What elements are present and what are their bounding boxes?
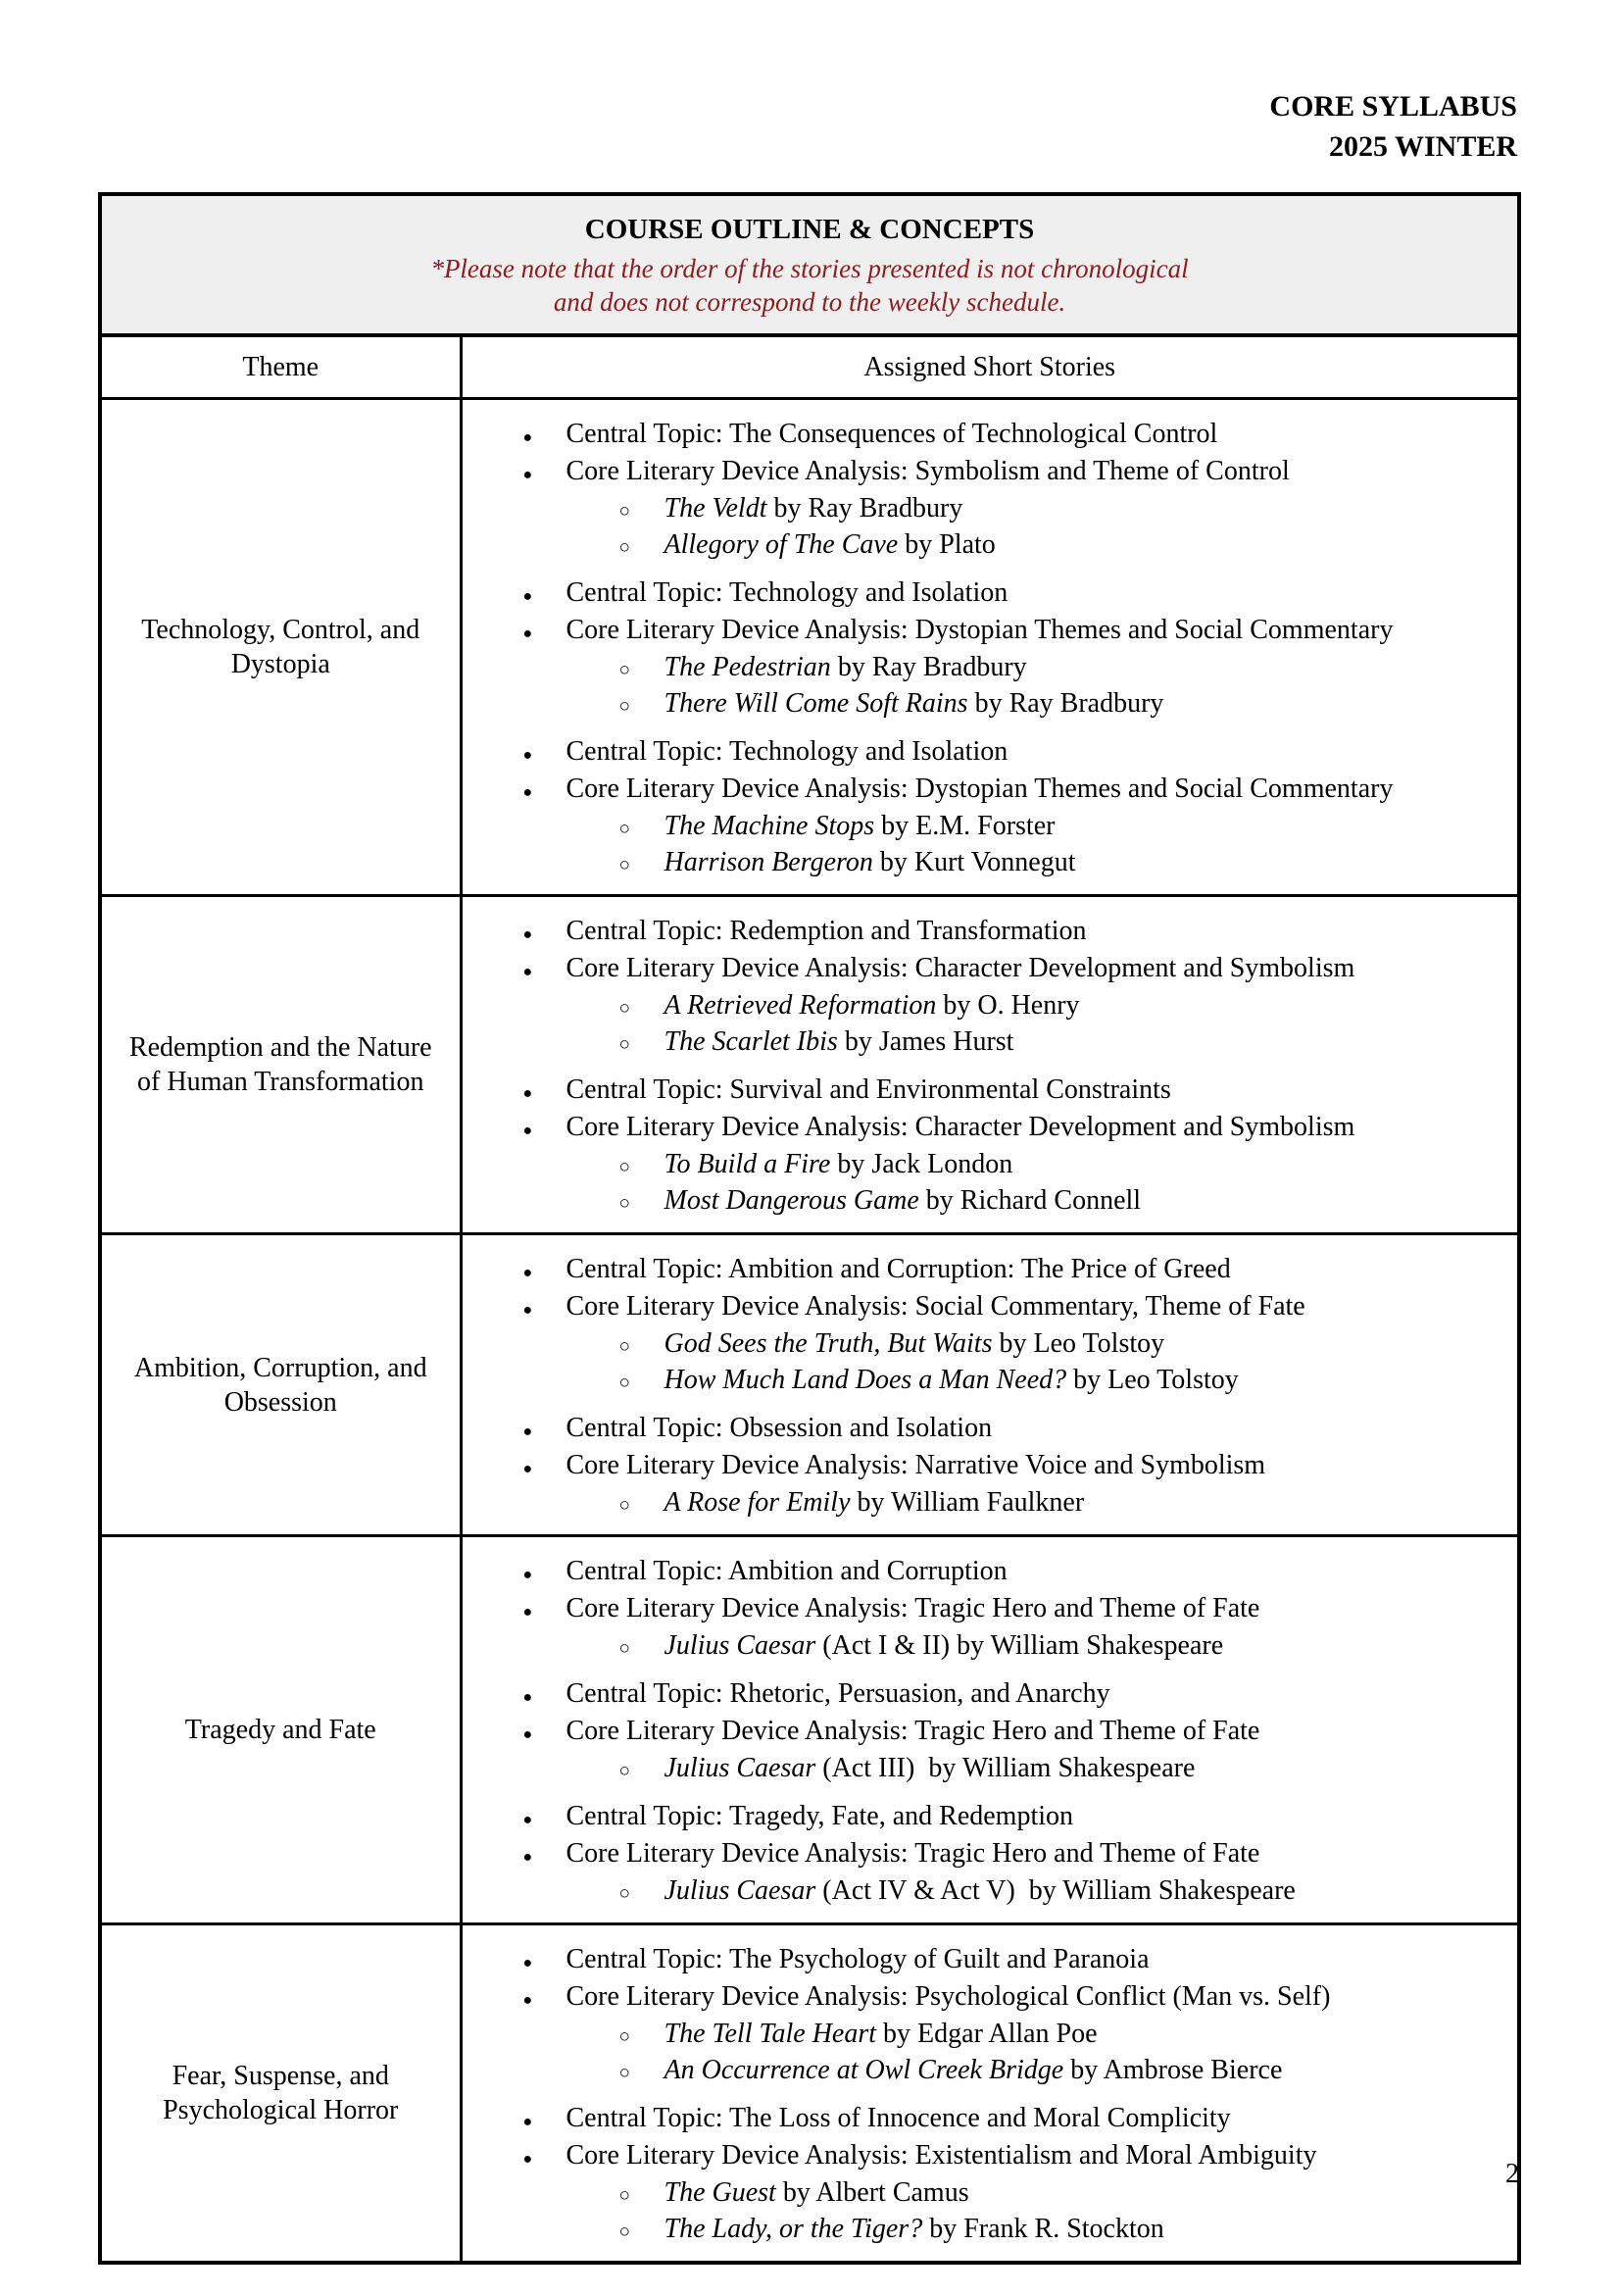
story-line	[463, 1184, 1502, 1221]
device-analysis-text: Core Literary Device Analysis: Dystopian Themes and Social Commentary	[566, 774, 1394, 804]
central-topic-text: Central Topic: Redemption and Transformation	[566, 916, 1087, 946]
device-analysis-text: Core Literary Device Analysis: Tragic Hero and Theme of Fate	[566, 1838, 1260, 1869]
story-text: The Tell Tale Heart by Edgar Allan Poe	[664, 2019, 1098, 2049]
bullet-icon: ●	[522, 467, 533, 483]
bullet-icon: ●	[522, 1955, 533, 1972]
central-topic-text: Central Topic: The Loss of Innocence and Moral Complicity	[566, 2103, 1231, 2133]
central-topic-line	[463, 735, 1502, 773]
bullet-icon: ●	[522, 1567, 533, 1583]
theme-label: Technology, Control, and Dystopia	[141, 615, 420, 679]
story-text: The Machine Stops by E.M. Forster	[664, 811, 1056, 841]
circle-bullet-icon: ○	[618, 1761, 630, 1781]
device-analysis-text: Core Literary Device Analysis: Tragic Hero and Theme of Fate	[566, 1716, 1260, 1746]
circle-bullet-icon: ○	[618, 501, 630, 522]
central-topic-text: Central Topic: Technology and Isolation	[566, 577, 1008, 608]
story-text: Julius Caesar (Act I & II) by William Shakespeare	[664, 1630, 1224, 1661]
circle-bullet-icon: ○	[618, 1336, 630, 1357]
device-analysis-text: Core Literary Device Analysis: Existentialism and Moral Ambiguity	[566, 2140, 1317, 2171]
bullet-icon: ●	[522, 1992, 533, 2009]
story-text: An Occurrence at Owl Creek Bridge by Ambrose Bierce	[664, 2055, 1283, 2085]
device-analysis-line	[463, 1111, 1502, 1148]
bullet-icon: ●	[522, 1604, 533, 1621]
bullet-icon: ●	[522, 1423, 533, 1440]
story-text: The Pedestrian by Ray Bradbury	[664, 652, 1027, 682]
bullet-icon: ●	[522, 784, 533, 801]
device-analysis-line	[463, 455, 1502, 492]
device-analysis-line	[463, 1715, 1502, 1752]
central-topic-line	[463, 576, 1502, 614]
table-row	[100, 896, 1519, 1234]
central-topic-text: Central Topic: Survival and Environmental Constraints	[566, 1074, 1171, 1105]
story-group	[463, 1253, 1502, 1400]
story-group	[463, 915, 1502, 1062]
circle-bullet-icon: ○	[618, 2221, 630, 2242]
device-analysis-text: Core Literary Device Analysis: Character Development and Symbolism	[566, 1112, 1355, 1142]
story-line	[463, 1327, 1502, 1364]
circle-bullet-icon: ○	[618, 1495, 630, 1516]
central-topic-text: Central Topic: Tragedy, Fate, and Redemption	[566, 1801, 1074, 1831]
course-table-body	[100, 399, 1519, 2264]
story-group	[463, 1555, 1502, 1666]
course-outline-table	[98, 192, 1521, 2265]
stories-cell	[461, 896, 1519, 1234]
header-term: 2025 WINTER	[1329, 130, 1517, 163]
story-line	[463, 989, 1502, 1025]
bullet-icon: ●	[522, 926, 533, 943]
theme-cell	[100, 1536, 461, 1924]
device-analysis-line	[463, 1290, 1502, 1327]
theme-label: Fear, Suspense, and Psychological Horror	[163, 2061, 399, 2125]
circle-bullet-icon: ○	[618, 1883, 630, 1904]
circle-bullet-icon: ○	[618, 660, 630, 680]
bullet-icon: ●	[522, 429, 533, 446]
story-line	[463, 687, 1502, 724]
table-row	[100, 399, 1519, 896]
story-text: The Scarlet Ibis by James Hurst	[664, 1026, 1014, 1057]
circle-bullet-icon: ○	[618, 2185, 630, 2206]
column-header-row	[100, 335, 1519, 399]
circle-bullet-icon: ○	[618, 696, 630, 717]
central-topic-line	[463, 1943, 1502, 1980]
device-analysis-line	[463, 952, 1502, 989]
table-title: COURSE OUTLINE & CONCEPTS	[584, 213, 1035, 245]
story-text: God Sees the Truth, But Waits by Leo Tolstoy	[664, 1328, 1165, 1359]
bullet-icon: ●	[522, 1812, 533, 1828]
central-topic-line	[463, 1412, 1502, 1449]
story-line	[463, 1486, 1502, 1522]
story-text: Julius Caesar (Act IV & Act V) by William Shakespeare	[664, 1875, 1296, 1906]
story-line	[463, 2018, 1502, 2054]
circle-bullet-icon: ○	[618, 1034, 630, 1055]
story-group	[463, 576, 1502, 724]
circle-bullet-icon: ○	[618, 998, 630, 1019]
bullet-icon: ●	[522, 1461, 533, 1477]
theme-cell	[100, 399, 461, 896]
bullet-icon: ●	[522, 1085, 533, 1102]
document-header	[1269, 86, 1517, 167]
device-analysis-line	[463, 2139, 1502, 2176]
story-group	[463, 2102, 1502, 2249]
central-topic-text: Central Topic: Technology and Isolation	[566, 736, 1008, 767]
page-number: 2	[1505, 2159, 1519, 2189]
central-topic-line	[463, 1555, 1502, 1592]
story-text: How Much Land Does a Man Need? by Leo Tolstoy	[664, 1365, 1239, 1395]
device-analysis-text: Core Literary Device Analysis: Tragic Hero and Theme of Fate	[566, 1593, 1260, 1623]
story-text: A Retrieved Reformation by O. Henry	[664, 990, 1080, 1021]
stories-cell	[461, 399, 1519, 896]
circle-bullet-icon: ○	[618, 2026, 630, 2047]
circle-bullet-icon: ○	[618, 819, 630, 839]
theme-cell	[100, 1234, 461, 1536]
central-topic-line	[463, 418, 1502, 455]
device-analysis-line	[463, 1449, 1502, 1486]
central-topic-text: Central Topic: Obsession and Isolation	[566, 1413, 993, 1443]
circle-bullet-icon: ○	[618, 1638, 630, 1659]
bullet-icon: ●	[522, 1302, 533, 1319]
story-line	[463, 2054, 1502, 2090]
central-topic-text: Central Topic: The Consequences of Technological Control	[566, 419, 1218, 449]
column-header-stories: Assigned Short Stories	[461, 335, 1519, 399]
column-header-theme: Theme	[100, 335, 461, 399]
header-title: CORE SYLLABUS	[1269, 90, 1517, 123]
bullet-icon: ●	[522, 964, 533, 980]
bullet-icon: ●	[522, 2151, 533, 2168]
table-title-cell	[100, 194, 1519, 335]
device-analysis-line	[463, 1980, 1502, 2018]
device-analysis-text: Core Literary Device Analysis: Narrative Voice and Symbolism	[566, 1450, 1266, 1480]
bullet-icon: ●	[522, 625, 533, 642]
device-analysis-text: Core Literary Device Analysis: Psychological Conflict (Man vs. Self)	[566, 1981, 1331, 2012]
bullet-icon: ●	[522, 1849, 533, 1866]
story-group	[463, 1800, 1502, 1911]
circle-bullet-icon: ○	[618, 1373, 630, 1393]
story-group	[463, 1412, 1502, 1522]
central-topic-line	[463, 1253, 1502, 1290]
table-row	[100, 1536, 1519, 1924]
story-line	[463, 651, 1502, 687]
story-text: The Lady, or the Tiger? by Frank R. Stockton	[664, 2214, 1164, 2244]
story-line	[463, 1752, 1502, 1788]
central-topic-line	[463, 1800, 1502, 1837]
story-text: There Will Come Soft Rains by Ray Bradbury	[664, 688, 1164, 719]
central-topic-text: Central Topic: Ambition and Corruption: The Price of Greed	[566, 1254, 1231, 1284]
device-analysis-line	[463, 773, 1502, 810]
circle-bullet-icon: ○	[618, 537, 630, 558]
theme-cell	[100, 1924, 461, 2264]
bullet-icon: ●	[522, 747, 533, 764]
story-line	[463, 1148, 1502, 1184]
theme-label: Redemption and the Nature of Human Transformation	[128, 1032, 432, 1097]
bullet-icon: ●	[522, 588, 533, 605]
bullet-icon: ●	[522, 1265, 533, 1281]
story-line	[463, 528, 1502, 565]
story-line	[463, 1364, 1502, 1400]
story-line	[463, 1629, 1502, 1666]
bullet-icon: ●	[522, 1123, 533, 1139]
device-analysis-line	[463, 1592, 1502, 1629]
story-text: The Veldt by Ray Bradbury	[664, 493, 963, 524]
story-text: The Guest by Albert Camus	[664, 2177, 969, 2208]
table-title-row	[100, 194, 1519, 335]
central-topic-text: Central Topic: Ambition and Corruption	[566, 1556, 1008, 1586]
device-analysis-text: Core Literary Device Analysis: Dystopian Themes and Social Commentary	[566, 615, 1394, 645]
stories-cell	[461, 1536, 1519, 1924]
story-line	[463, 846, 1502, 882]
stories-cell	[461, 1924, 1519, 2264]
story-text: To Build a Fire by Jack London	[664, 1149, 1013, 1179]
circle-bullet-icon: ○	[618, 1193, 630, 1214]
theme-label: Ambition, Corruption, and Obsession	[133, 1352, 427, 1418]
device-analysis-line	[463, 614, 1502, 651]
story-line	[463, 2176, 1502, 2213]
story-line	[463, 810, 1502, 846]
story-group	[463, 735, 1502, 882]
central-topic-line	[463, 2102, 1502, 2139]
story-group	[463, 1677, 1502, 1788]
device-analysis-text: Core Literary Device Analysis: Symbolism and Theme of Control	[566, 456, 1290, 486]
circle-bullet-icon: ○	[618, 855, 630, 875]
story-group	[463, 1073, 1502, 1221]
bullet-icon: ●	[522, 2114, 533, 2130]
central-topic-line	[463, 1073, 1502, 1111]
story-text: A Rose for Emily by William Faulkner	[664, 1487, 1085, 1518]
device-analysis-text: Core Literary Device Analysis: Social Commentary, Theme of Fate	[566, 1291, 1305, 1322]
bullet-icon: ●	[522, 1726, 533, 1743]
story-group	[463, 1943, 1502, 2090]
story-group	[463, 418, 1502, 565]
story-line	[463, 492, 1502, 528]
table-note-line1: *Please note that the order of the stories presented is not chronological	[430, 253, 1189, 283]
story-text: Allegory of The Cave by Plato	[664, 529, 996, 560]
circle-bullet-icon: ○	[618, 1157, 630, 1177]
table-note-line2: and does not correspond to the weekly schedule.	[553, 286, 1066, 317]
story-line	[463, 2213, 1502, 2249]
central-topic-text: Central Topic: Rhetoric, Persuasion, and Anarchy	[566, 1678, 1110, 1709]
central-topic-text: Central Topic: The Psychology of Guilt and Paranoia	[566, 1944, 1150, 1974]
central-topic-line	[463, 915, 1502, 952]
table-row	[100, 1234, 1519, 1536]
theme-label: Tragedy and Fate	[184, 1715, 376, 1745]
bullet-icon: ●	[522, 1689, 533, 1706]
central-topic-line	[463, 1677, 1502, 1715]
story-line	[463, 1025, 1502, 1062]
stories-cell	[461, 1234, 1519, 1536]
theme-cell	[100, 896, 461, 1234]
story-text: Julius Caesar (Act III) by William Shakespeare	[664, 1753, 1196, 1783]
device-analysis-text: Core Literary Device Analysis: Character Development and Symbolism	[566, 953, 1355, 983]
device-analysis-line	[463, 1837, 1502, 1874]
circle-bullet-icon: ○	[618, 2063, 630, 2083]
table-row	[100, 1924, 1519, 2264]
story-text: Harrison Bergeron by Kurt Vonnegut	[664, 847, 1076, 877]
story-text: Most Dangerous Game by Richard Connell	[664, 1185, 1142, 1216]
story-line	[463, 1874, 1502, 1911]
